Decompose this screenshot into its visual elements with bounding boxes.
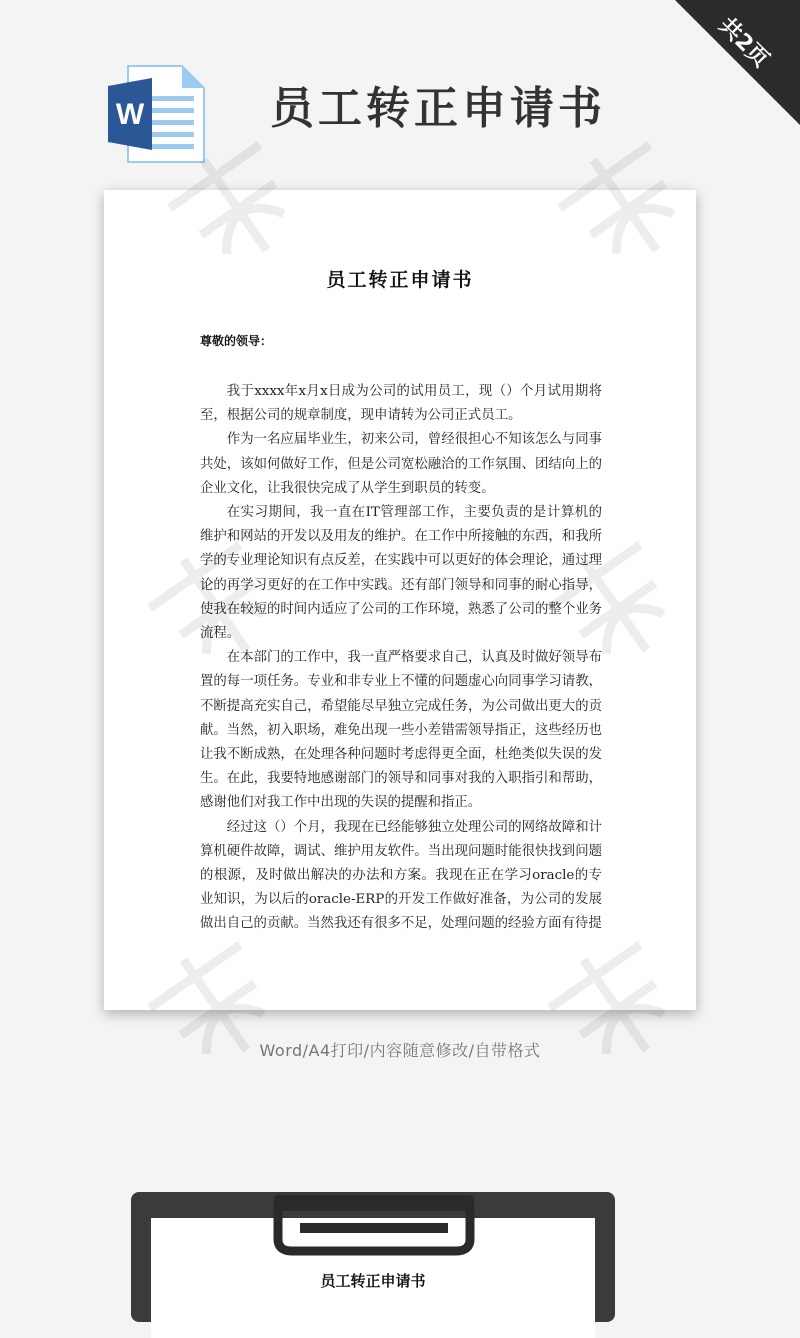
document-body: [200, 380, 602, 937]
page-count-badge: 共2页: [713, 13, 774, 73]
paragraph: 我于xxxx年x月x日成为公司的试用员工，现（）个月试用期将至，根据公司的规章制度，现申请转为公司正式员工。: [200, 384, 602, 424]
paragraph: 经过这（）个月，我现在已经能够独立处理公司的网络故障和计算机硬件故障，调试、维护用友软件。当出现问题时能很快找到问题的根源，及时做出解决的办法和方案。我现在正在学习oracle的专业知识，为以后的oracle-ERP的开发工作做好准备，为公司的发展做出自己的贡献。当然我还有很多不足，处理问题的经验方面有待提: [200, 819, 602, 932]
clipboard-clip-icon: [270, 1195, 478, 1257]
clipboard-document-title: 员工转正申请书: [320, 1272, 426, 1290]
paragraph: 在本部门的工作中，我一直严格要求自己，认真及时做好领导布置的每一项任务。专业和非专业上不懂的问题虚心向同事学习请教，不断提高充实自己，希望能尽早独立完成任务，为公司做出更大的贡献。当然，初入职场，难免出现一些小差错需领导指正，这些经历也让我不断成熟，在处理各种问题时考虑得更全面，杜绝类似失误的发生。在此，我要特地感谢部门的领导和同事对我的入职指引和帮助，感谢他们对我工作中出现的失误的提醒和指正。: [200, 650, 602, 811]
paragraph: 作为一名应届毕业生，初来公司，曾经很担心不知该怎么与同事共处，该如何做好工作，但是公司宽松融洽的工作氛围、团结向上的企业文化，让我很快完成了从学生到职员的转变。: [200, 432, 602, 496]
paragraph: 在实习期间，我一直在IT管理部工作，主要负责的是计算机的维护和网站的开发以及用友的维护。在工作中所接触的东西，和我所学的专业理论知识有点反差，在实践中可以更好的体会理论，通过理论的再学习更好的在工作中实践。还有部门领导和同事的耐心指导，使我在较短的时间内适应了公司的工作环境，熟悉了公司的整个业务流程。: [200, 505, 602, 642]
format-caption: Word/A4打印/内容随意修改/自带格式: [259, 1041, 541, 1060]
word-document-icon: [106, 64, 206, 164]
page-title: 员工转正申请书: [270, 83, 606, 134]
document-salutation: 尊敬的领导：: [200, 334, 273, 348]
document-title: 员工转正申请书: [326, 269, 474, 291]
document-page: [104, 190, 696, 1010]
svg-text:W: W: [115, 98, 145, 131]
